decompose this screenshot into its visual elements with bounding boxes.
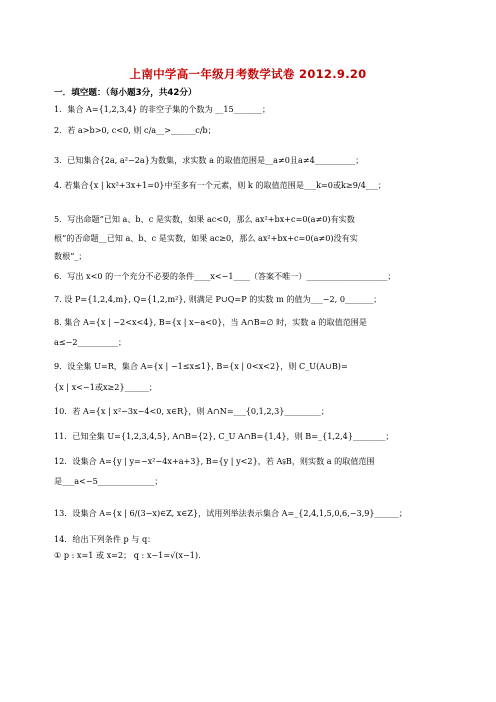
question-line: ① p : x=1 或 x=2； q : x−1=√(x−1). <box>54 550 201 560</box>
question-line: 10．若 A={x | x²−3x−4<0, x∈R}，则 A∩N=___{0,1,2,3}_________； <box>54 406 329 416</box>
question-line: 3．已知集合{2a, a²−2a}为数集，求实数 a 的取值范围是__a≠0且a≠4__________； <box>54 155 364 165</box>
question-line: 数根”_； <box>54 251 87 261</box>
question-line: 5．写出命题“已知 a、b、c 是实数，如果 ac<0，那么 ax²+bx+c=0(a≠0)有实数 <box>54 214 355 224</box>
question-line: a≤−2__________； <box>54 337 127 347</box>
question-line: 14．给出下列条件 p 与 q： <box>54 534 156 544</box>
question-line: 12．设集合 A={y | y=−x²−4x+a+3}, B={y | y<2}，若 A⫋B，则实数 a 的取值范围 <box>54 456 375 466</box>
question-line: 9．设全集 U=R，集合 A={x | −1≤x≤1}, B={x | 0<x<2}，则 C_U(A∪B)= <box>54 361 348 371</box>
section-heading: 一．填空题：（每小题3分，共42分） <box>54 88 197 98</box>
question-line: 4. 若集合{x | kx²+3x+1=0}中至多有一个元素，则 k 的取值范围是___k=0或k≥9/4___； <box>54 180 386 190</box>
question-line: 2．若 a>b>0, c<0, 则 c/a__>______c/b； <box>54 125 216 135</box>
question-line: 7. 设 P={1,2,4,m}, Q={1,2,m²}, 则满足 P∪Q=P 的实数 m 的值为___−2, 0_______； <box>54 294 382 304</box>
question-line: 是___a<−5______________； <box>54 476 163 486</box>
question-line: 1．集合 A={1,2,3,4} 的非空子集的个数为 __15_______； <box>54 104 271 114</box>
question-line: 8. 集合 A={x | −2<x<4}, B={x | x−a<0}，当 A∩B=∅ 时，实数 a 的取值范围是 <box>54 317 367 327</box>
question-line: 13．设集合 A={x | 6/(3−x)∈Z, x∈Z}，试用列举法表示集合 A=_{2,4,1,5,0,6,−3,9}______； <box>54 508 407 518</box>
question-line: 6．写出 x<0 的一个充分不必要的条件____x<−1____（答案不唯一）____________________； <box>54 271 396 281</box>
question-line: {x | x<−1或x≥2}______； <box>54 382 157 392</box>
question-line: 11．已知全集 U={1,2,3,4,5}, A∩B={2}, C_U A∩B={1,4}，则 B=_{1,2,4}________； <box>54 431 394 441</box>
question-line: 根”的否命题__已知 a、b、c 是实数，如果 ac≥0，那么 ax²+bx+c=0(a≠0)没有实 <box>54 233 358 243</box>
exam-title: 上南中学高一年级月考数学试卷 2012.9.20 <box>129 67 367 81</box>
